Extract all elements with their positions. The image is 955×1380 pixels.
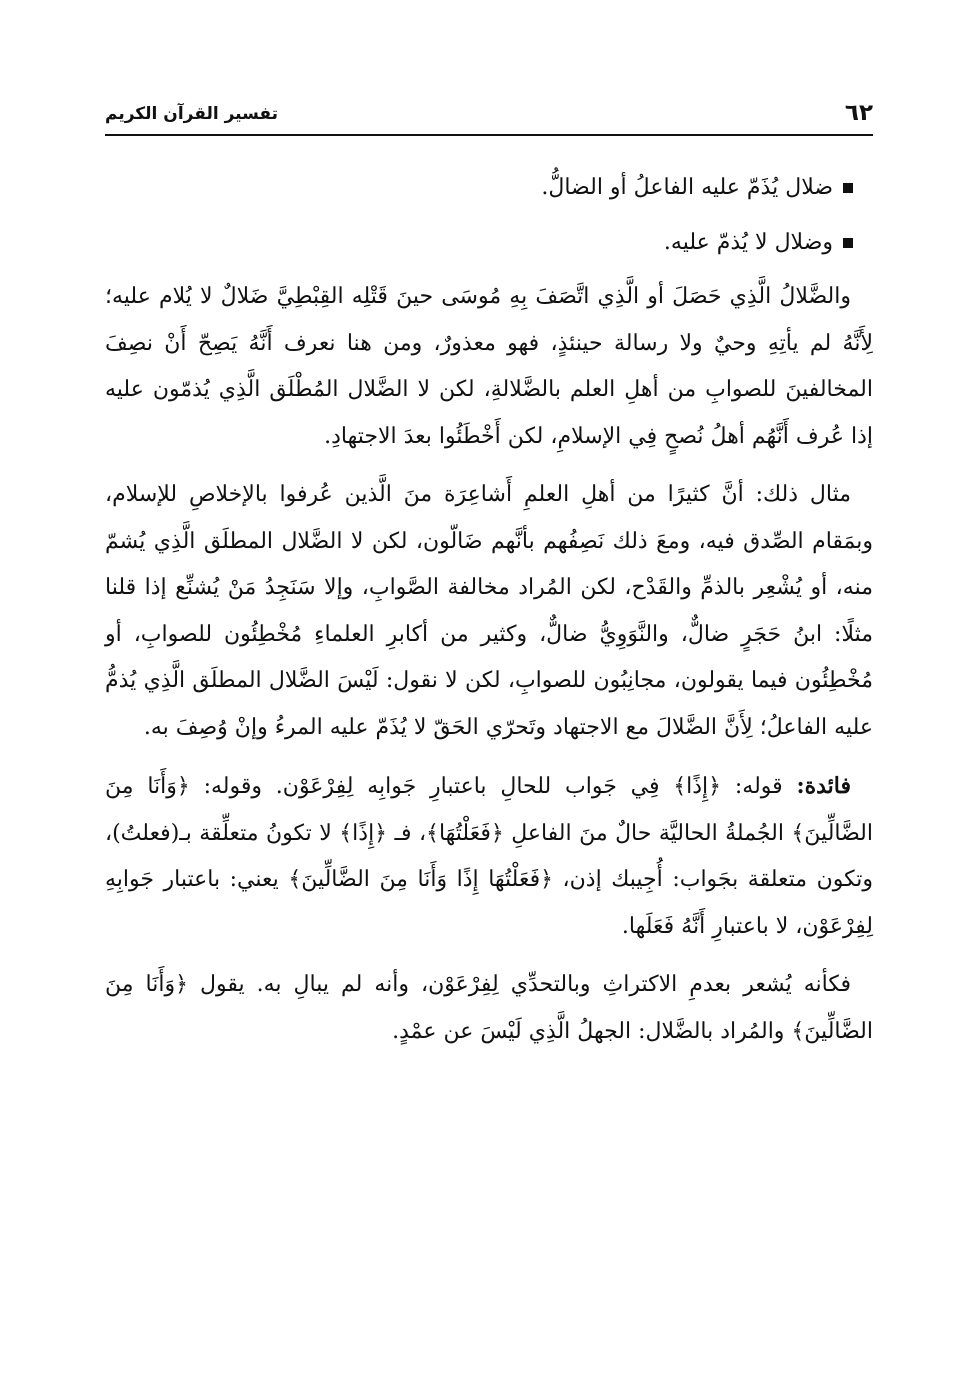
square-bullet-icon <box>843 183 853 193</box>
paragraph-text: قوله: ﴿إِذًا﴾ فِي جَواب للحالِ باعتبارِ جَوابِه لِفِرْعَوْن. وقوله: ﴿وَأَنَا مِنَ الضَّالِّينَ﴾ الجُملةُ الحاليَّة حالٌ منَ الفاعلِ ﴿فَعَلْتُهَا﴾، فـ ﴿إِذًا﴾ لا تكونُ متعلِّقة بـ(فعلتُ)، وتكون متعلقة بجَواب: أُجِيبك إذن، ﴿فَعَلْتُهَا إِذًا وَأَنَا مِنَ الضَّالِّينَ﴾ يعني: باعتبار جَوابِهِ لِفِرْعَوْن، لا باعتبارِ أَنَّهُ فَعَلَها. <box>105 774 873 939</box>
header-rule <box>105 134 873 136</box>
paragraph <box>105 274 873 460</box>
bullet-text: وضلال لا يُذمّ عليه. <box>663 229 833 255</box>
paragraph <box>105 763 873 950</box>
paragraph-text: مثال ذلك: أنَّ كثيرًا من أهلِ العلمِ أَشاعِرَة منَ الَّذين عُرفوا بالإخلاصِ للإسلام، وبمَقام الصِّدق فيه، ومعَ ذلك نَصِفُهم بأنَّهم ضَالّون، لكن لا الضَّلال المطلَق الَّذِي يُشمّ منه، أو يُشْعِر بالذمِّ والقَدْح، لكن المُراد مخالفة الصَّوابِ، وإلا سَنَجِدُ مَنْ يُشنِّع إذا قلنا مثلًا: ابنُ حَجَرٍ ضالٌّ، والنَّوَوِيُّ ضالٌّ، وكثير من أكابرِ العلماءِ مُخْطِئُون للصوابِ، أو مُخْطِئُون فيما يقولون، مجانِبُون للصوابِ، لكن لا نقول: لَيْسَ الضَّلال المطلَق الَّذِي يُذمُّ عليه الفاعلُ؛ لِأَنَّ الضَّلالَ مع الاجتهاد وتَحرّي الحَقّ لا يُذَمّ عليه المرءُ وإنْ وُصِفَ به. <box>105 482 873 740</box>
bullet-item <box>105 165 873 212</box>
paragraph-lead: فائدة: <box>796 773 852 799</box>
paragraph-text: فكأنه يُشعر بعدمِ الاكتراثِ وبالتحدِّي لِفِرْعَوْن، وأنه لم يبالِ به. يقول ﴿وَأَنَا مِنَ الضَّالِّينَ﴾ والمُراد بالضَّلال: الجهلُ الَّذِي لَيْسَ عن عمْدٍ. <box>105 972 873 1044</box>
paragraph <box>105 472 873 751</box>
square-bullet-icon <box>843 238 853 248</box>
bullet-text: ضلال يُذَمّ عليه الفاعلُ أو الضالُّ. <box>541 175 833 200</box>
page-header <box>105 100 873 130</box>
page-number: ٦٢ <box>844 100 873 126</box>
running-title: تفسير القرآن الكريم <box>105 104 279 124</box>
page-body <box>105 165 873 1067</box>
paragraph-text: والضَّلالُ الَّذِي حَصَلَ أو الَّذِي اتَّصَفَ بِهِ مُوسَى حينَ قَتْلِه القِبْطِيَّ ضَلالٌ لا يُلام عليه؛ لِأَنَّهُ لم يأتِهِ وحيٌ ولا رسالة حينئذٍ، فهو معذورٌ، ومن هنا نعرف أَنَّهُ يَصِحّ أَنْ نصِفَ المخالفينَ للصوابِ من أهلِ العلم بالضَّلالةِ، لكن لا الضَّلال المُطْلَق الَّذِي يُذمّون عليه إذا عُرف أَنَّهُم أهلُ نُصحٍ فِي الإسلامِ، لكن أَخْطَئُوا بعدَ الاجتهادِ. <box>105 284 873 449</box>
paragraph <box>105 962 873 1055</box>
bullet-item <box>105 220 873 267</box>
